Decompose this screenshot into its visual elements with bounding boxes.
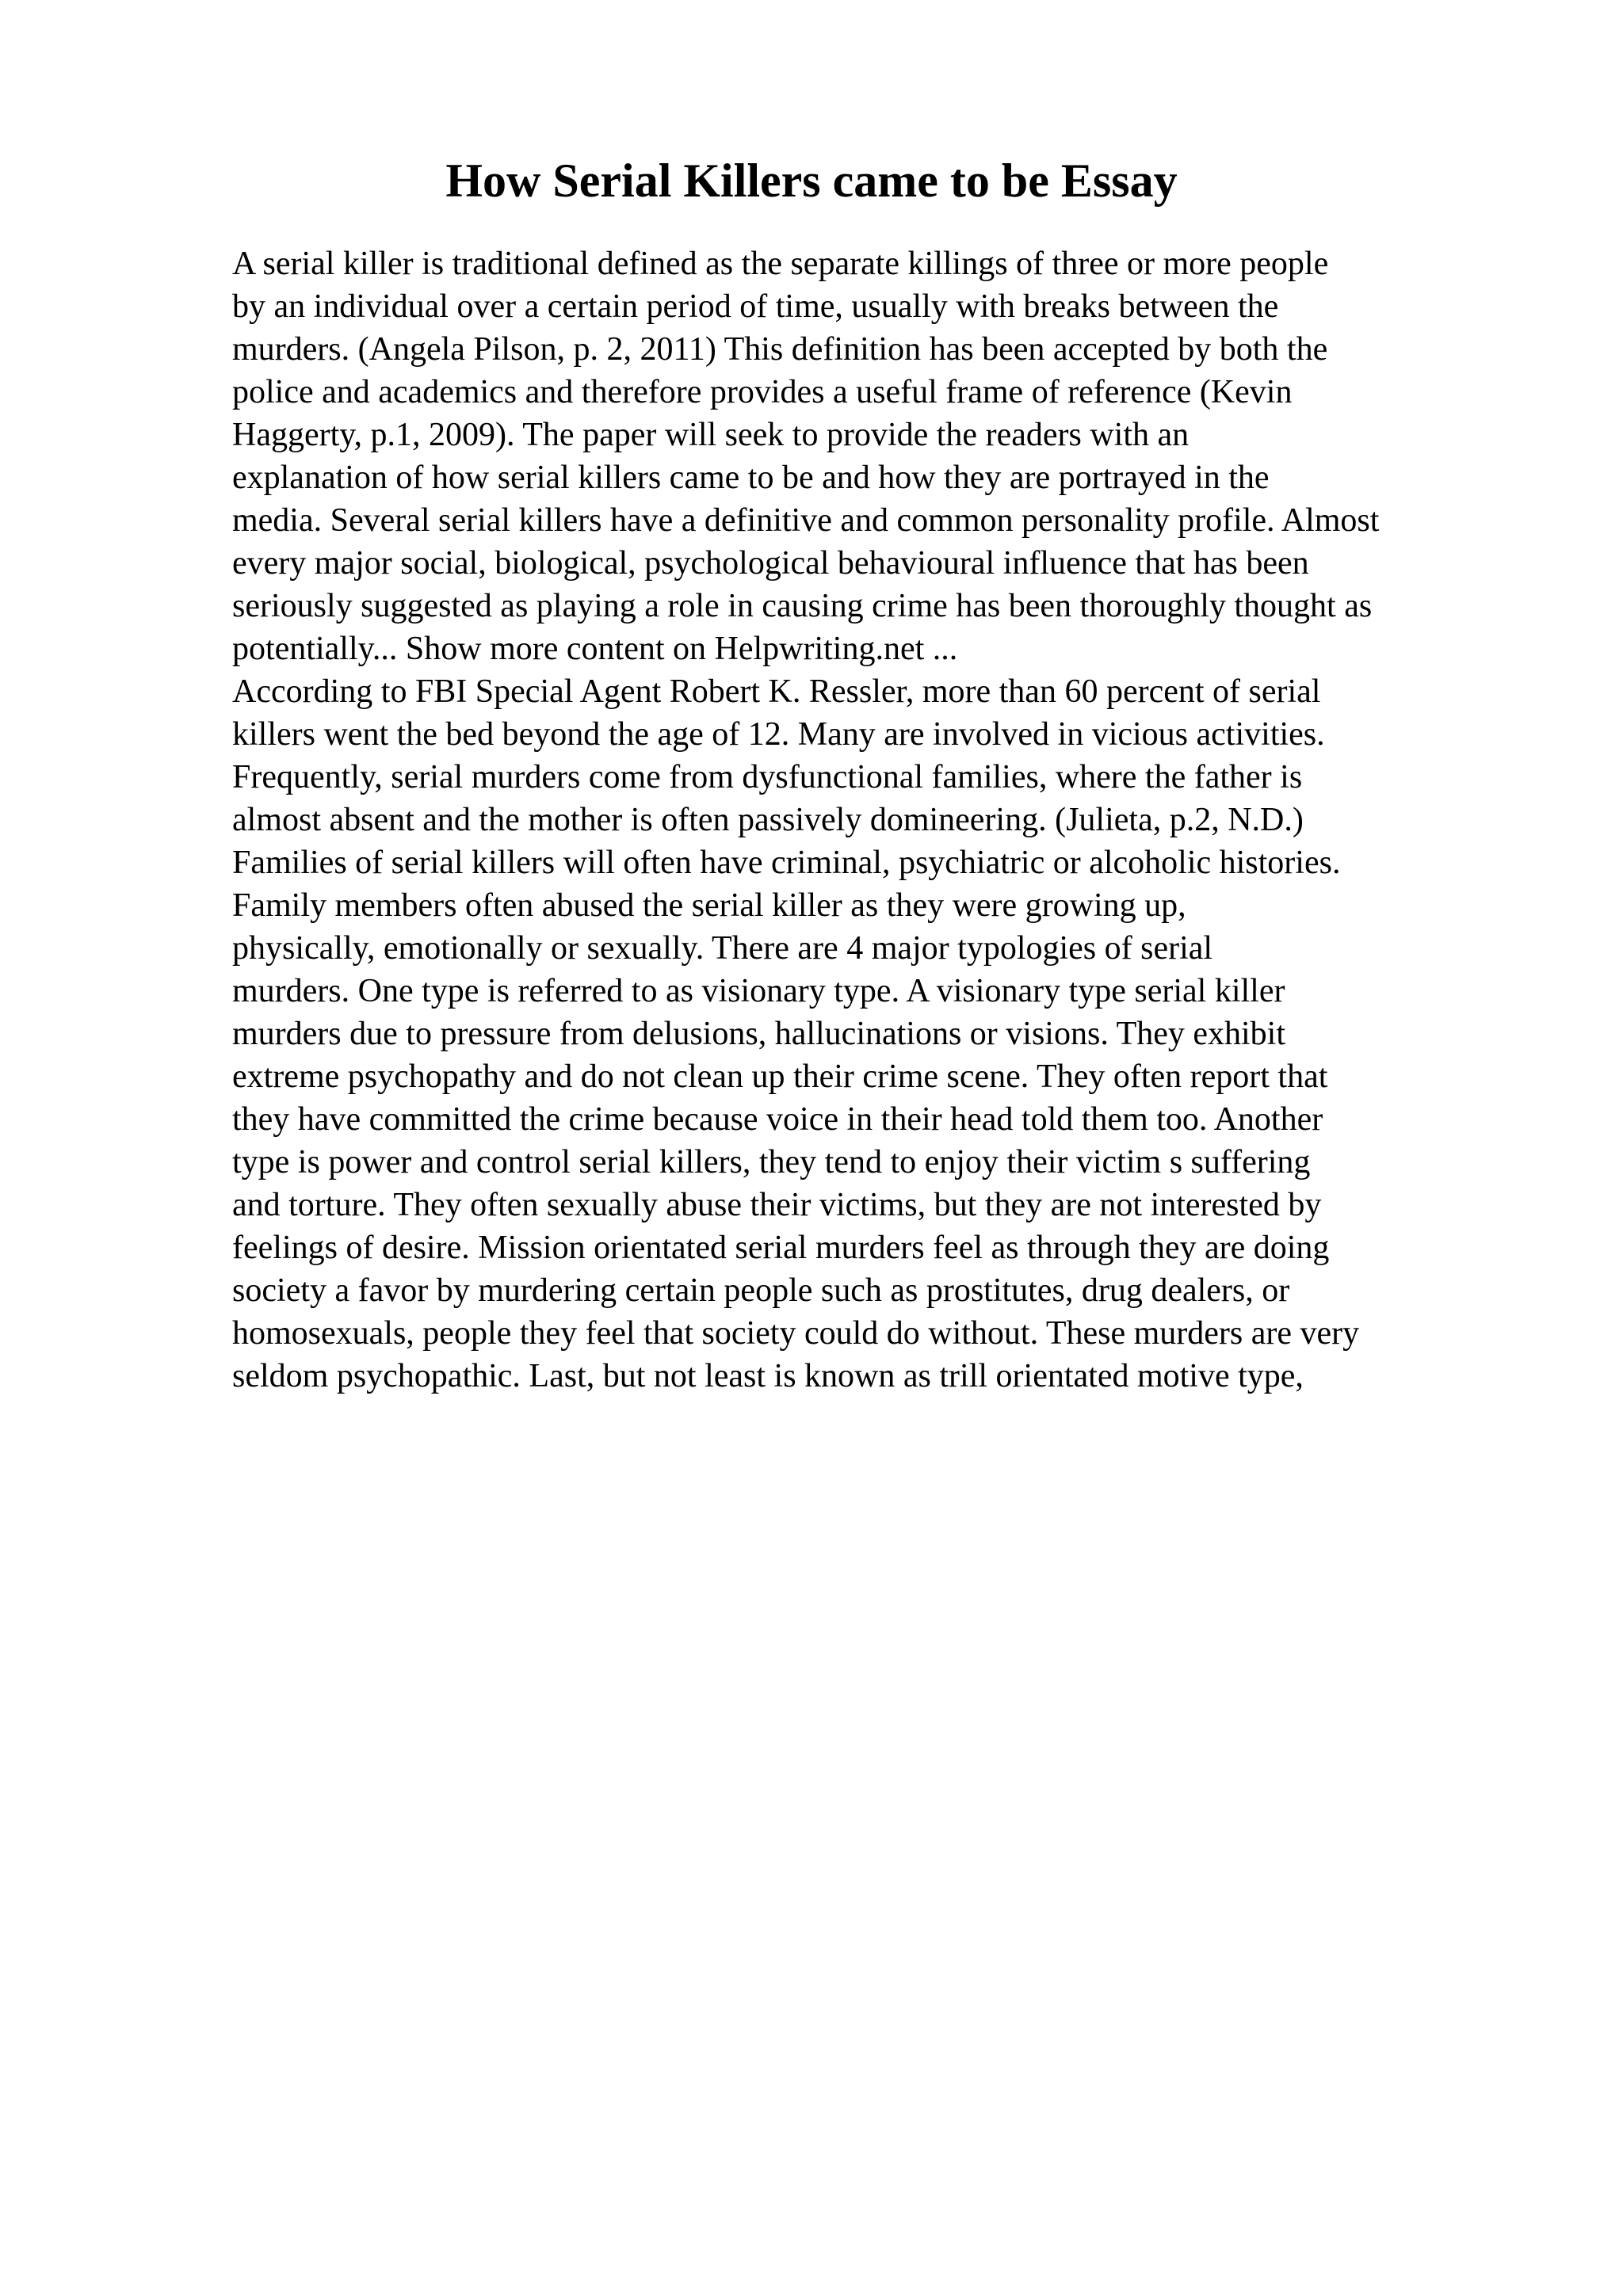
- body-line: they have committed the crime because voice in their head told them too. Another: [232, 1101, 1323, 1138]
- body-line: by an individual over a certain period of time, usually with breaks between the: [232, 288, 1279, 325]
- body-line: According to FBI Special Agent Robert K. Ressler, more than 60 percent of serial: [232, 673, 1321, 710]
- body-line: Frequently, serial murders come from dysfunctional families, where the father is: [232, 759, 1303, 795]
- body-line: explanation of how serial killers came to be and how they are portrayed in the: [232, 460, 1270, 496]
- body-line: killers went the bed beyond the age of 12. Many are involved in vicious activities.: [232, 716, 1325, 753]
- body-line: feelings of desire. Mission orientated serial murders feel as through they are doing: [232, 1230, 1330, 1266]
- body-line: extreme psychopathy and do not clean up their crime scene. They often report that: [232, 1058, 1328, 1095]
- body-line: murders. (Angela Pilson, p. 2, 2011) This definition has been accepted by both the: [232, 331, 1328, 368]
- body-line: physically, emotionally or sexually. There are 4 major typologies of serial: [232, 930, 1213, 967]
- body-line: Family members often abused the serial killer as they were growing up,: [232, 887, 1186, 924]
- body-line: seldom psychopathic. Last, but not least is known as trill orientated motive type,: [232, 1358, 1304, 1394]
- body-line: potentially... Show more content on Helpwriting.net ...: [232, 631, 958, 667]
- body-line: police and academics and therefore provides a useful frame of reference (Kevin: [232, 374, 1293, 410]
- essay-body: [232, 242, 1532, 1398]
- body-line: seriously suggested as playing a role in causing crime has been thoroughly thought as: [232, 588, 1373, 624]
- body-line: and torture. They often sexually abuse their victims, but they are not interested by: [232, 1187, 1322, 1223]
- body-line: murders due to pressure from delusions, hallucinations or visions. They exhibit: [232, 1016, 1286, 1052]
- body-line: society a favor by murdering certain people such as prostitutes, drug dealers, or: [232, 1272, 1290, 1309]
- body-line: every major social, biological, psychological behavioural influence that has been: [232, 545, 1309, 582]
- body-line: almost absent and the mother is often passively domineering. (Julieta, p.2, N.D.): [232, 802, 1304, 838]
- document-title: How Serial Killers came to be Essay: [445, 154, 1178, 207]
- body-line: murders. One type is referred to as visionary type. A visionary type serial killer: [232, 973, 1285, 1009]
- body-line: homosexuals, people they feel that society could do without. These murders are very: [232, 1315, 1360, 1352]
- body-line: A serial killer is traditional defined as the separate killings of three or more people: [232, 246, 1329, 282]
- body-line: Families of serial killers will often have criminal, psychiatric or alcoholic histories.: [232, 845, 1341, 881]
- body-line: Haggerty, p.1, 2009). The paper will seek to provide the readers with an: [232, 417, 1190, 453]
- body-line: media. Several serial killers have a definitive and common personality profile. Almost: [232, 502, 1380, 539]
- body-line: type is power and control serial killers, they tend to enjoy their victim s suffering: [232, 1144, 1311, 1180]
